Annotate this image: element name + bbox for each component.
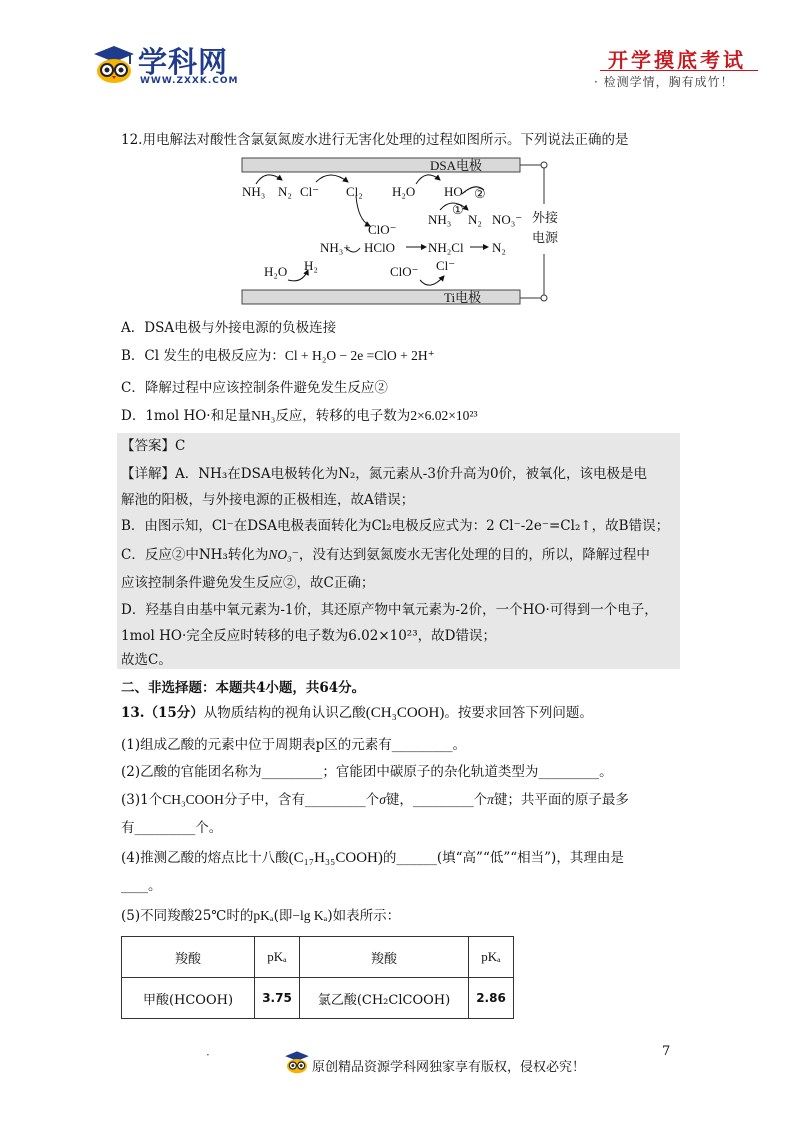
clo-a: ClO⁻ [368,222,397,237]
ti-label: Ti电极 [444,290,482,305]
logo-text: 学科网 [138,45,229,79]
q12-explain-5: 应该控制条件避免发生反应②，故C正确； [121,575,375,591]
n2-b: N₂ [468,212,482,227]
header-slogan-sub: · 检测学情，胸有成竹！ [594,75,734,89]
q13-part-3-sigma: σ [379,792,386,807]
q12-option-b [121,346,435,366]
q13-heading-b: 。按要求回答下列问题。 [444,705,593,721]
table-row [122,937,514,978]
ext-label-2: 电源 [532,230,559,245]
header-slogan-divider [600,70,758,71]
table-header-acid-1: 羧酸 [122,937,255,978]
q13-part-3-a: (3)1个 [121,792,163,808]
ho: HO· [444,184,468,199]
q13-part-5-pk: pKₐ [253,908,274,923]
arrow-clo-cl [420,276,444,285]
cl2: Cl₂ [346,184,363,199]
q13-part-5 [121,906,400,926]
q13-part-2: (2)乙酸的官能团名称为_________；官能团中碳原子的杂化轨道类型为_________。 [121,764,613,780]
terminal-top [541,162,547,168]
table-cell-formic-acid: 甲酸(HCOOH) [122,978,255,1019]
q12-option-b-equation: Cl + H₂O − 2e =ClO + 2H⁺ [284,348,435,363]
q13-part-4-a: (4)推测乙酸的熔点比十八酸 [121,850,289,866]
q12-explain-7: 1mol HO·完全反应时转移的电子数为6.02×10²³，故D错误； [121,628,496,644]
q12-option-d-mid: 反应，转移的电子数为 [275,408,411,424]
q13-part-3-pi: π [487,792,494,807]
table-cell-chloroacetic-acid: 氯乙酸(CH₂ClCOOH) [300,978,469,1019]
q12-explain-4-a: C．反应②中NH₃转化为 [121,547,269,563]
arrow-cl-cl2 [316,175,348,182]
table-cell-formic-pka: 3.75 [255,978,300,1019]
logo-url: WWW.ZXXK.COM [140,76,239,86]
table-cell-chloroacetic-pka: 2.86 [469,978,514,1019]
nh3-c: NH₃+ [320,240,351,255]
nh2cl: NH₂Cl [428,240,464,255]
q13-part-3-d: 键；共平面的原子最多 [493,792,629,808]
q13-part-3 [121,790,629,810]
q13-part-5-b: (即 [273,908,293,924]
q13-part-5-c: )如表所示： [327,908,401,924]
arrow-nh3-n2 [256,175,282,184]
h2o-a: H₂O [392,184,416,199]
q13-heading-a: 从物质结构的视角认识乙酸 [203,705,366,721]
q12-explain-2: 解池的阳极，与外接电源的正极相连，故A错误； [121,492,415,508]
q12-answer: 【答案】C [121,438,186,454]
q12-option-d-equation: 2×6.02×10²³ [410,408,478,423]
circle-1: ① [452,202,464,217]
electrolysis-diagram [230,152,560,312]
no3: NO₃⁻ [492,212,523,227]
circle-2: ② [474,186,486,201]
pka-table [121,936,514,1019]
q12-explain-3: B．由图示知，Cl⁻在DSA电极表面转化为Cl₂电极反应式为：2 Cl⁻-2e⁻=Cl₂↑，故B错误； [121,518,670,534]
q13-part-4-b: 的______(填“高”“低”“相当”)，其理由是 [382,850,624,866]
q12-option-d-nh3: NH₃ [251,408,276,423]
table-header-acid-2: 羧酸 [300,937,469,978]
q13-part-5-lg: −lg Kₐ [292,908,328,923]
q13-part-4-formula: (C₁₇H₃₅COOH) [288,850,383,866]
cl-minus-a: Cl⁻ [300,184,320,199]
hclo: HClO [364,240,396,255]
h2: H₂ [304,258,318,273]
q12-explain-4 [121,545,650,565]
q12-explain-4-b: ，没有达到氨氮废水无害化处理的目的，所以，降解过程中 [298,547,650,563]
q12-stem [121,130,628,150]
arrow-h2o-ho [416,175,440,184]
page-number: 7 [662,1044,671,1059]
q13-number: 13.（15分） [121,705,204,721]
clo-b: ClO⁻ [390,264,419,279]
nh3-b: NH₃ [428,212,452,227]
footer-copyright: 原创精品资源学科网独家享有版权，侵权必究！ [312,1060,586,1075]
footer-owl-icon [284,1050,310,1074]
n2-a: N₂ [278,184,292,199]
h2o-b: H₂O [264,264,288,279]
q13-part-3-c: 键，_________个 [385,792,488,808]
q12-explain-6: D．羟基自由基中氧元素为-1价，其还原产物中氧元素为-2价，一个HO·可得到一个电子， [121,602,658,618]
terminal-bottom [541,295,547,301]
q12-explain-8: 故选C。 [121,652,172,668]
q12-stem-text: 12.用电解法对酸性含氯氨氮废水进行无害化处理的过程如图所示。下列说法正确的是 [121,132,629,148]
q13-part-3-b: 分子中，含有_________个 [223,792,380,808]
q13-part-5-a: (5)不同羧酸25℃时的 [121,908,254,924]
logo-owl-icon [92,44,136,84]
header-slogan: 开学摸底考试 [608,48,746,72]
nh3-a: NH₃ [242,184,266,199]
q12-option-d [121,406,478,426]
q13-part-4 [121,848,624,868]
q12-option-d-prefix: D．1mol HO·和足量 [121,408,252,424]
n2-c: N₂ [492,240,506,255]
ext-label-1: 外接 [532,210,559,225]
q12-option-b-prefix: B．Cl 发生的电极反应为： [121,348,285,364]
q12-option-a: A．DSA电极与外接电源的负极连接 [121,320,337,336]
q13-part-3-formula: CH₃COOH [162,792,224,807]
q13-part-3-cont: 有_________个。 [121,820,223,836]
q12-option-c: C．降解过程中应该控制条件避免发生反应② [121,380,388,396]
header [0,0,800,100]
table-row [122,978,514,1019]
section-2-heading: 二、非选择题：本题共4小题，共64分。 [121,680,366,696]
dsa-label: DSA电极 [430,158,483,173]
table-header-pka-2: pKₐ [469,937,514,978]
q12-explain-1: 【详解】A．NH₃在DSA电极转化为N₂，氮元素从-3价升高为0价，被氧化，该电极是电 [121,466,648,482]
table-header-pka-1: pKₐ [255,937,300,978]
q12-explain-4-no3: NO₃⁻ [268,547,299,562]
cl-minus-b: Cl⁻ [436,258,456,273]
q13-heading [121,703,593,723]
q13-heading-formula: (CH₃COOH) [365,705,445,721]
q13-part-4-cont: ____。 [121,878,162,894]
q13-part-1: (1)组成乙酸的元素中位于周期表p区的元素有_________。 [121,737,467,753]
footer-dot: · [206,1048,210,1062]
